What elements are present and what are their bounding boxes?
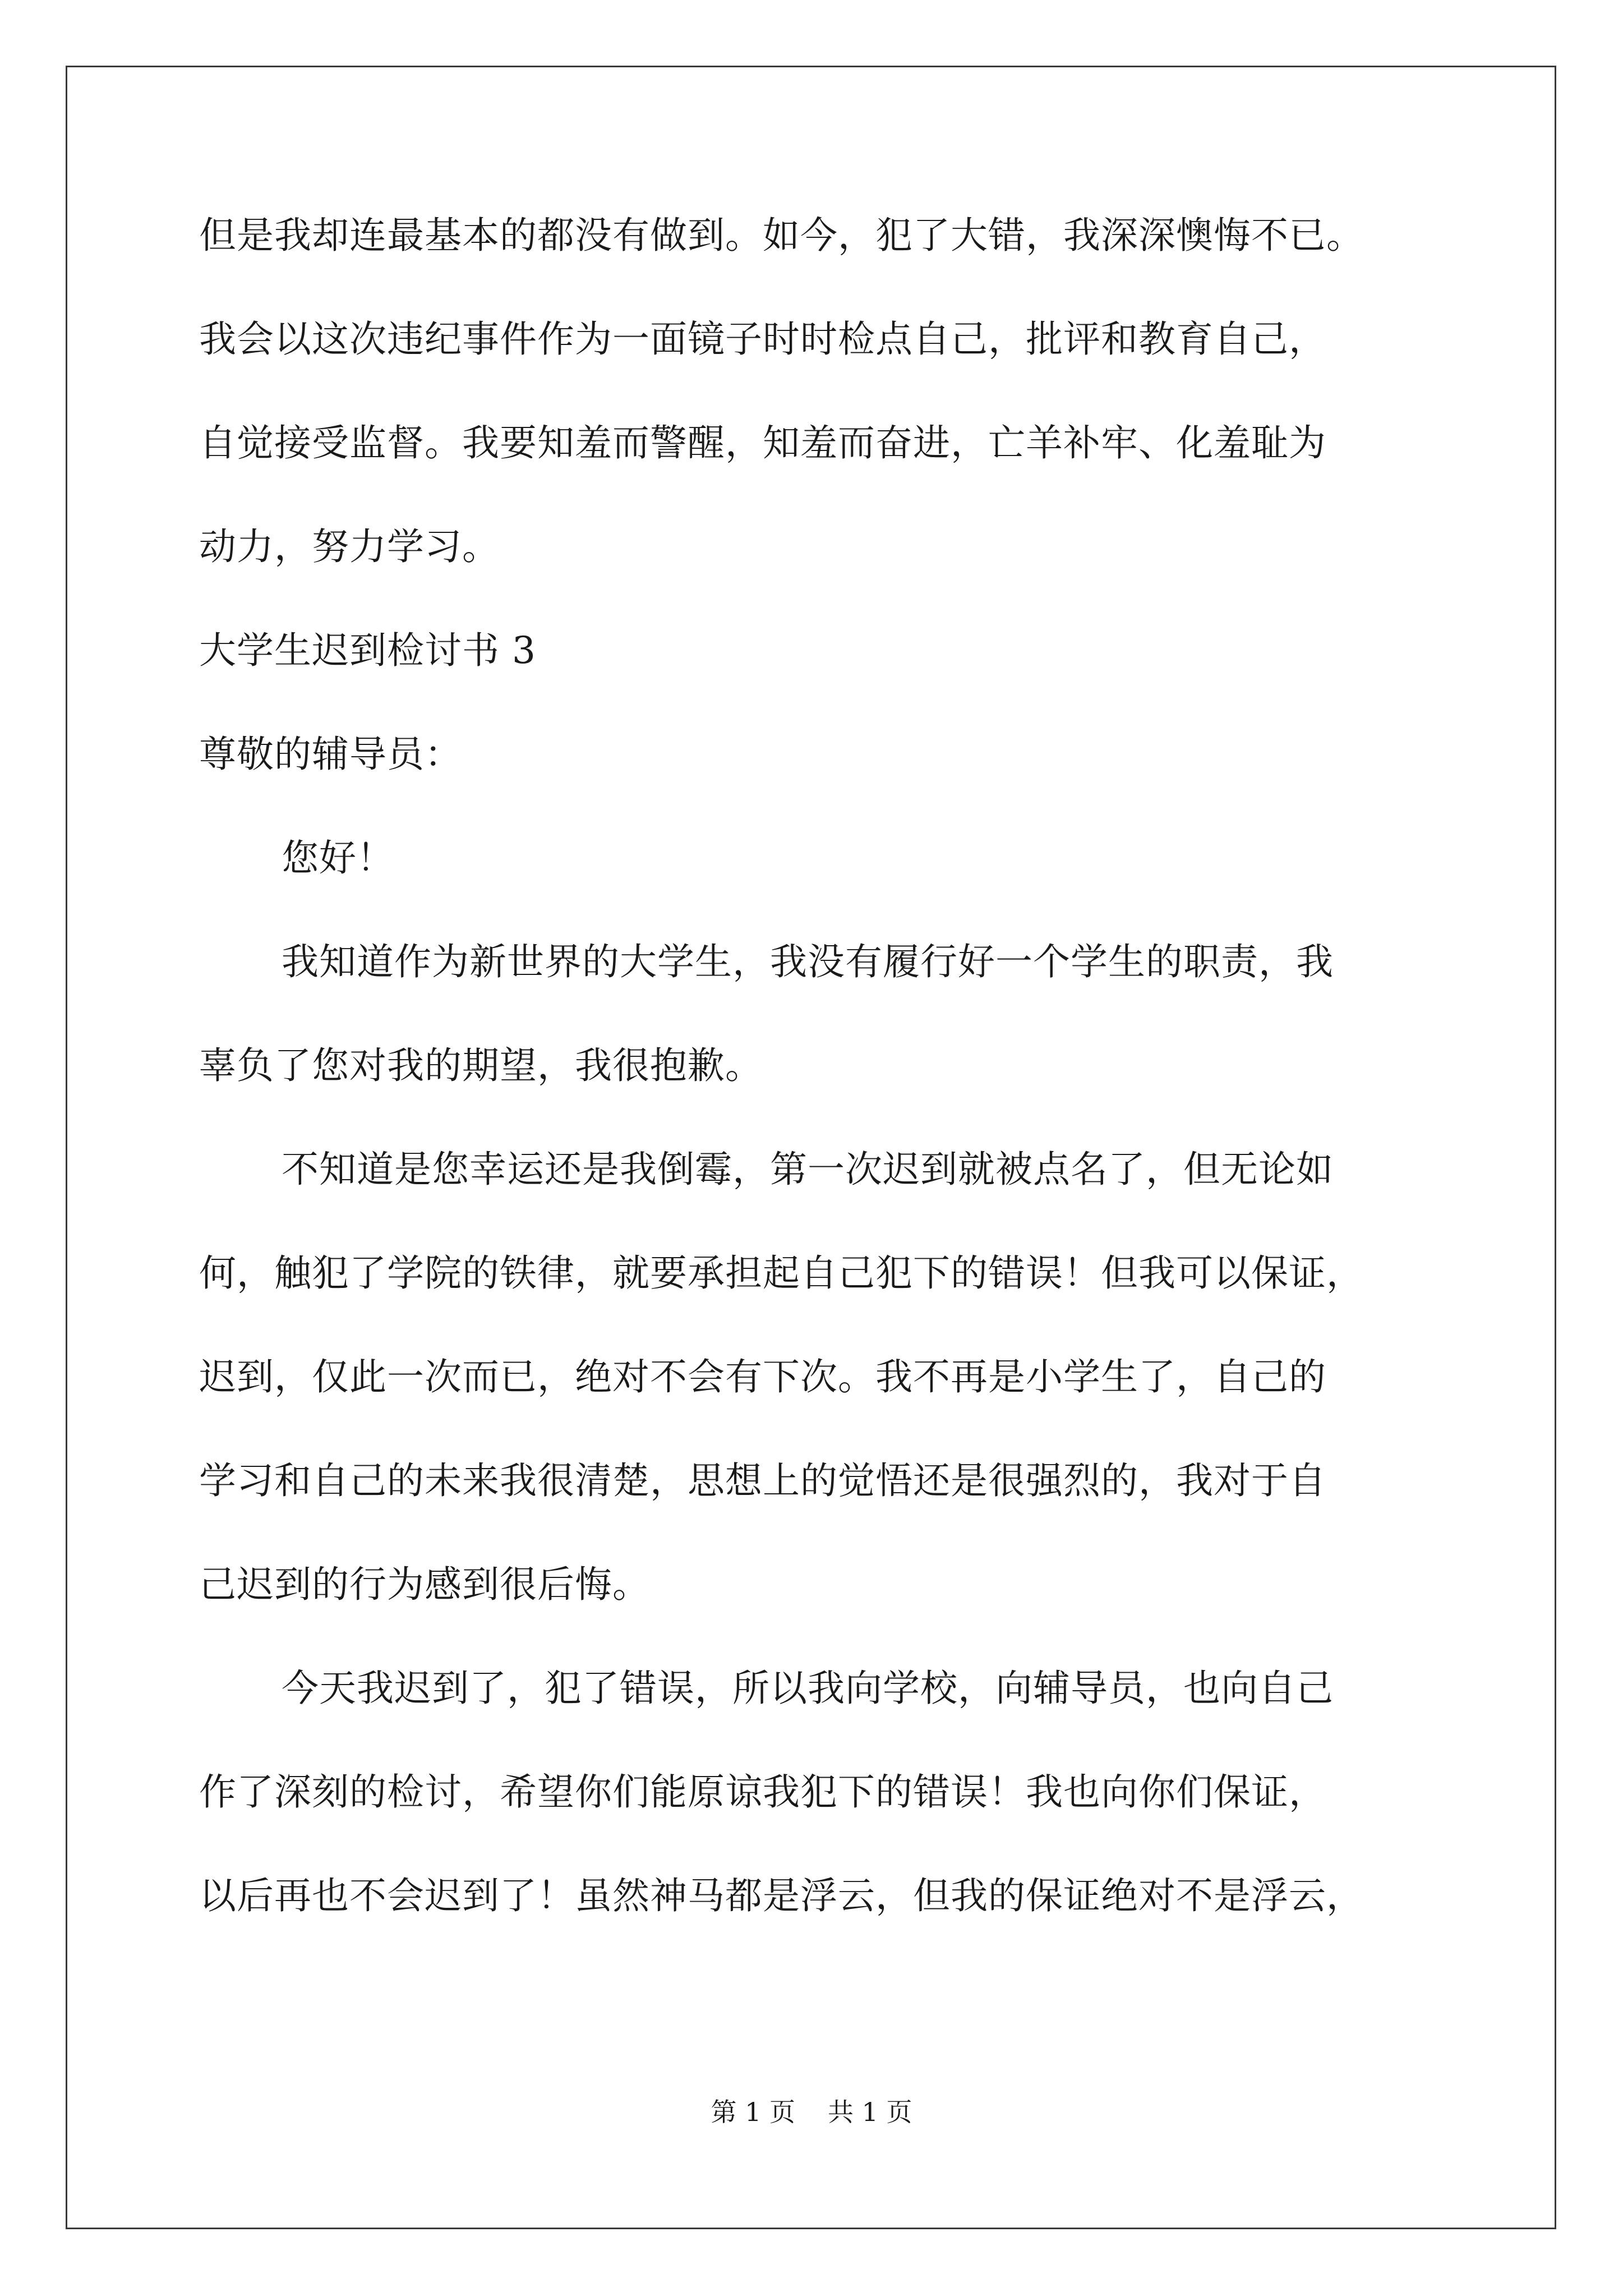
body-line: 学习和自己的未来我很清楚，思想上的觉悟还是很强烈的，我对于自	[199, 1459, 1326, 1502]
body-line: 迟到，仅此一次而已，绝对不会有下次。我不再是小学生了，自己的	[199, 1355, 1326, 1398]
body-line: 己迟到的行为感到很后悔。	[199, 1563, 650, 1606]
body-line: 不知道是您幸运还是我倒霉，第一次迟到就被点名了，但无论如	[282, 1148, 1334, 1191]
body-line: 作了深刻的检讨，希望你们能原谅我犯下的错误！我也向你们保证，	[199, 1770, 1326, 1814]
salutation: 尊敬的辅导员：	[199, 733, 462, 776]
page-count: 共 1 页	[828, 2097, 912, 2127]
page-number: 第 1 页	[711, 2097, 795, 2127]
body-line: 以后再也不会迟到了！虽然神马都是浮云，但我的保证绝对不是浮云，	[199, 1874, 1364, 1917]
body-line: 何，触犯了学院的铁律，就要承担起自己犯下的错误！但我可以保证，	[199, 1251, 1364, 1295]
body-line: 我知道作为新世界的大学生，我没有履行好一个学生的职责，我	[282, 940, 1334, 983]
greeting: 您好！	[282, 836, 394, 880]
page-footer	[0, 2095, 1623, 2129]
body-line: 辜负了您对我的期望，我很抱歉。	[199, 1044, 763, 1087]
body-line: 今天我迟到了，犯了错误，所以我向学校，向辅导员，也向自己	[282, 1667, 1334, 1710]
section-title: 大学生迟到检讨书 3	[199, 629, 536, 672]
body-line: 但是我却连最基本的都没有做到。如今，犯了大错，我深深懊悔不已。	[199, 214, 1364, 257]
body-line: 自觉接受监督。我要知羞而警醒，知羞而奋进，亡羊补牢、化羞耻为	[199, 421, 1326, 464]
body-line: 动力，努力学习。	[199, 525, 500, 568]
body-line: 我会以这次违纪事件作为一面镜子时时检点自己，批评和教育自己，	[199, 318, 1326, 361]
